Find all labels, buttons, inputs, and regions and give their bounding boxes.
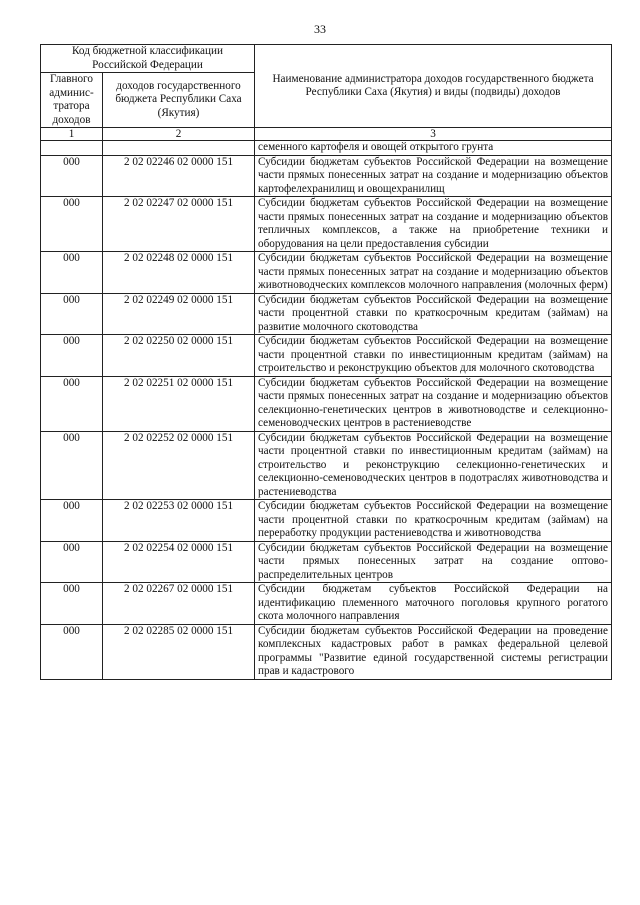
income-name: Субсидии бюджетам субъектов Российской Федерации на возмещение части прямых понесенных затрат на создание оптово-распределительных центров [255, 541, 612, 583]
admin-code: 000 [41, 431, 103, 500]
income-name: Субсидии бюджетам субъектов Российской Федерации на возмещение части процентной ставки по краткосрочным кредитам (займам) на развитие молочного скотоводства [255, 293, 612, 335]
table-row [41, 197, 612, 252]
income-name: Субсидии бюджетам субъектов Российской Федерации на возмещение части процентной ставки по инвестиционным кредитам (займам) на строительство и реконструкцию селекционно-генетических и селекционно-семеноводческих центров в подотраслях животноводства и растениеводства [255, 431, 612, 500]
continuation-row [41, 141, 612, 156]
admin-code: 000 [41, 541, 103, 583]
table-row [41, 155, 612, 197]
income-code: 2 02 02252 02 0000 151 [103, 431, 255, 500]
column-number: 3 [255, 128, 612, 141]
income-name: Субсидии бюджетам субъектов Российской Федерации на проведение комплексных кадастровых работ в рамках федеральной целевой программы "Развитие единой государственной системы регистрации прав и кадастрового [255, 624, 612, 679]
income-name: Субсидии бюджетам субъектов Российской Федерации на возмещение части процентной ставки по инвестиционным кредитам (займам) на строительство и реконструкцию объектов для молочного скотоводства [255, 335, 612, 377]
income-code: 2 02 02254 02 0000 151 [103, 541, 255, 583]
income-code: 2 02 02250 02 0000 151 [103, 335, 255, 377]
table-row [41, 252, 612, 294]
table-row [41, 500, 612, 542]
income-name: Субсидии бюджетам субъектов Российской Федерации на возмещение части прямых понесенных затрат на создание и модернизацию объектов картофелехранилищ и овощехранилищ [255, 155, 612, 197]
continuation-text: семенного картофеля и овощей открытого грунта [255, 141, 612, 156]
table-row [41, 624, 612, 679]
page-number: 33 [314, 22, 326, 36]
table-row [41, 431, 612, 500]
income-code: 2 02 02246 02 0000 151 [103, 155, 255, 197]
admin-code: 000 [41, 155, 103, 197]
admin-code: 000 [41, 624, 103, 679]
income-name: Субсидии бюджетам субъектов Российской Федерации на возмещение части прямых понесенных затрат на создание и модернизацию объектов животноводческих комплексов молочного направления (молочных ферм) [255, 252, 612, 294]
admin-code: 000 [41, 335, 103, 377]
admin-code: 000 [41, 197, 103, 252]
table-row [41, 335, 612, 377]
income-code: 2 02 02285 02 0000 151 [103, 624, 255, 679]
column-number: 1 [41, 128, 103, 141]
column-number: 2 [103, 128, 255, 141]
header-col2-code: доходов государственного бюджета Республики Саха (Якутия) [103, 73, 255, 128]
header-col3-name: Наименование администратора доходов государственного бюджета Республики Саха (Якутия) и виды (подвиды) доходов [255, 45, 612, 128]
budget-classification-table [40, 44, 612, 680]
table-row [41, 376, 612, 431]
admin-code: 000 [41, 583, 103, 625]
income-name: Субсидии бюджетам субъектов Российской Федерации на идентификацию племенного маточного поголовья крупного рогатого скота молочного направления [255, 583, 612, 625]
admin-code: 000 [41, 376, 103, 431]
income-code: 2 02 02248 02 0000 151 [103, 252, 255, 294]
income-name: Субсидии бюджетам субъектов Российской Федерации на возмещение части прямых понесенных затрат на создание и модернизацию объектов селекционно-генетических центров в животноводстве и селекционно-семеноводческих центров в растениеводстве [255, 376, 612, 431]
income-name: Субсидии бюджетам субъектов Российской Федерации на возмещение части процентной ставки по краткосрочным кредитам (займам) на переработку продукции растениеводства и животноводства [255, 500, 612, 542]
table-row [41, 293, 612, 335]
header-col1-admin: Главного админис-тратора доходов [41, 73, 103, 128]
admin-code: 000 [41, 252, 103, 294]
income-code: 2 02 02247 02 0000 151 [103, 197, 255, 252]
admin-code: 000 [41, 293, 103, 335]
income-code: 2 02 02249 02 0000 151 [103, 293, 255, 335]
table-row [41, 541, 612, 583]
header-row-1 [41, 45, 612, 73]
header-group-label: Код бюджетной классификации Российской Федерации [41, 45, 255, 73]
column-number-row [41, 128, 612, 141]
income-name: Субсидии бюджетам субъектов Российской Федерации на возмещение части прямых понесенных затрат на создание и модернизацию объектов тепличных комплексов, а также на приобретение техники и оборудования на цели предоставления субсидии [255, 197, 612, 252]
table-row [41, 583, 612, 625]
income-code: 2 02 02251 02 0000 151 [103, 376, 255, 431]
income-code: 2 02 02267 02 0000 151 [103, 583, 255, 625]
admin-code: 000 [41, 500, 103, 542]
income-code: 2 02 02253 02 0000 151 [103, 500, 255, 542]
